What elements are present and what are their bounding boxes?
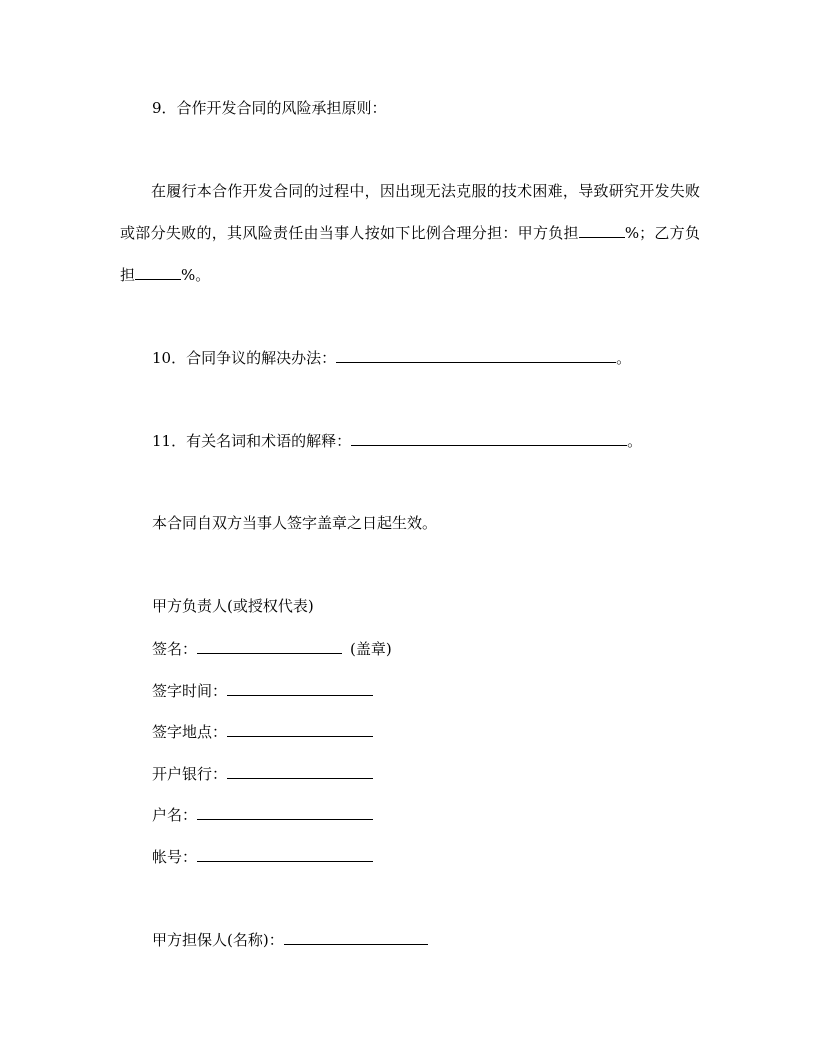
account-number-row [152,846,373,867]
clause-9-body-text-3: %。 [181,266,211,284]
clause-9-heading [152,98,387,118]
guarantor-row [152,929,428,950]
account-name-label: 户名： [152,806,198,824]
party-a-title [152,596,314,616]
effective-statement [152,513,437,533]
sign-time-label: 签字时间： [152,682,228,700]
sign-time-row [152,680,373,701]
sign-place-row [152,721,373,742]
clause-11-end: 。 [627,432,643,450]
signature-field[interactable] [197,638,342,654]
clause-11 [152,430,642,451]
guarantor-field[interactable] [284,929,428,945]
dispute-resolution-blank[interactable] [336,347,616,363]
account-name-row [152,804,373,825]
party-a-share-blank[interactable] [579,222,625,238]
sign-time-field[interactable] [227,680,373,696]
account-number-field[interactable] [197,846,373,862]
terms-explanation-blank[interactable] [351,430,627,446]
signature-label: 签名： [152,640,198,658]
sign-place-field[interactable] [227,721,373,737]
clause-10-label: 10．合同争议的解决办法： [152,349,337,367]
guarantor-label: 甲方担保人(名称)： [152,931,284,949]
party-a-title-text: 甲方负责人(或授权代表) [152,597,314,615]
bank-field[interactable] [227,763,373,779]
seal-label: (盖章) [350,640,392,658]
account-number-label: 帐号： [152,848,198,866]
clause-9-heading-text: 9．合作开发合同的风险承担原则： [152,99,387,117]
signature-row [152,638,392,659]
bank-row [152,763,373,784]
clause-10 [152,347,631,368]
account-name-field[interactable] [197,804,373,820]
clause-10-end: 。 [616,349,632,367]
clause-11-label: 11．有关名词和术语的解释： [152,432,352,450]
clause-9-body-text: 在履行本合作开发合同的过程中，因出现无法克服的技术困难，导致研究开发失败或部分失败的，其风险责任由当事人按如下比例合理分担：甲方负担 [120,182,700,242]
effective-statement-text: 本合同自双方当事人签字盖章之日起生效。 [152,514,438,532]
bank-label: 开户银行： [152,765,228,783]
clause-9-paragraph [120,170,700,296]
clause-9-body-text-2: %；乙方负担 [120,224,700,284]
sign-place-label: 签字地点： [152,723,228,741]
party-b-share-blank[interactable] [135,264,181,280]
